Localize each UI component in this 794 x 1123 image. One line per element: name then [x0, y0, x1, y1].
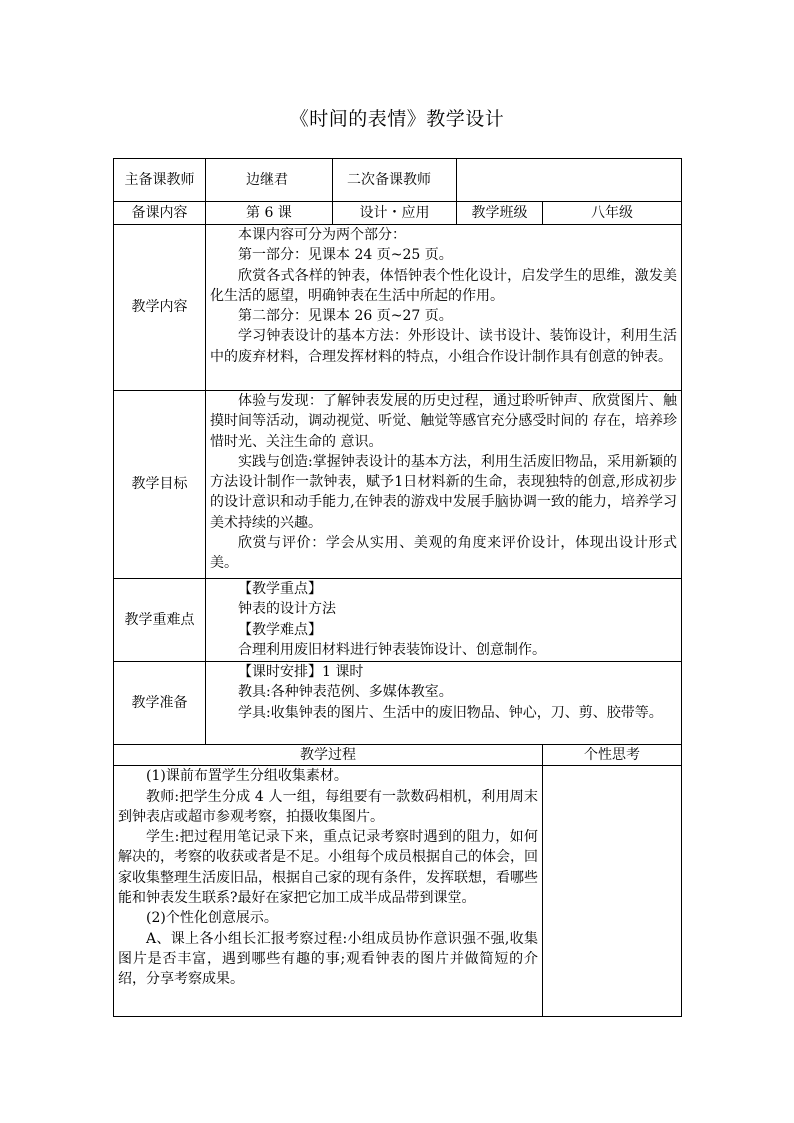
- goals-section-label: 教学目标: [114, 391, 206, 579]
- process-paragraph: 学生:把过程用笔记录下来，重点记录考察时遇到的阻力，如何解决的，考察的收获或者是不足。小组每个成员根据自己的体会，回家收集整理生活废旧品，根据自己家的现有条件，发挥联想，看哪些能和钟表发生联系?最好在家把它加工成半成品带到课堂。: [118, 829, 538, 907]
- second-teacher-label: 二次备课教师: [333, 159, 457, 202]
- section-keypoints-row: [114, 579, 682, 662]
- content-paragraph: 学习钟表设计的基本方法：外形设计、读书设计、装饰设计，利用生活中的废弃材料，合理发挥材料的特点，小组合作设计制作具有创意的钟表。: [210, 328, 677, 365]
- class-label: 教学班级: [457, 202, 543, 225]
- process-paragraph: 教师:把学生分成 4 人一组，每组要有一款数码相机，利用周末到钟表店或超市参观考察，拍摄收集图片。: [118, 788, 538, 825]
- keypoints-paragraph: 【教学重点】: [238, 581, 322, 597]
- header-row-content: [114, 202, 682, 225]
- preparation-paragraph: 教具:各种钟表范例、多媒体教室。: [238, 684, 453, 701]
- process-header-label: 教学过程: [114, 745, 543, 766]
- second-teacher-value: [457, 159, 682, 202]
- lesson-plan-table: [113, 158, 682, 1017]
- section-content-row: [114, 225, 682, 391]
- keypoints-paragraph: 合理利用废旧材料进行钟表装饰设计、创意制作。: [238, 641, 546, 658]
- section-preparation-row: [114, 662, 682, 745]
- process-paragraph: (1)课前布置学生分组收集素材。: [146, 768, 348, 785]
- content-section-body: [206, 225, 682, 391]
- content-paragraph: 第二部分：见课本 26 页~27 页。: [238, 308, 453, 325]
- content-paragraph: 本课内容可分为两个部分：: [238, 227, 406, 243]
- goals-paragraph: 体验与发现：了解钟表发展的历史过程，通过聆听钟声、欣赏图片、触摸时间等活动，调动视觉、听觉、触觉等感官充分感受时间的 存在，培养珍惜时光、关注生命的 意识。: [210, 393, 677, 450]
- keypoints-paragraph: 钟表的设计方法: [238, 601, 336, 618]
- class-value: 八年级: [543, 202, 682, 225]
- thinking-header-label: 个性思考: [543, 745, 682, 766]
- preparation-paragraph: 学具:收集钟表的图片、生活中的废旧物品、钟心，刀、剪、胶带等。: [238, 704, 663, 721]
- goals-section-body: [206, 391, 682, 579]
- lesson-value: 第 6 课: [206, 202, 333, 225]
- section-goals-row: [114, 391, 682, 579]
- process-paragraph: (2)个性化创意展示。: [146, 910, 278, 927]
- thinking-body: [543, 766, 682, 1017]
- content-section-label: 教学内容: [114, 225, 206, 391]
- content-paragraph: 欣赏各式各样的钟表，体悟钟表个性化设计，启发学生的思维，激发美化生活的愿望，明确钟表在生活中所起的作用。: [210, 267, 677, 304]
- keypoints-section-label: 教学重难点: [114, 579, 206, 662]
- goals-paragraph: 欣赏与评价：学会从实用、美观的角度来评价设计，体现出设计形式美。: [210, 535, 677, 572]
- process-body-row: [114, 766, 682, 1017]
- header-row-teachers: [114, 159, 682, 202]
- goals-paragraph: 实践与创造:掌握钟表设计的基本方法，利用生活废旧物品，采用新颖的方法设计制作一款钟表，赋予1日材料新的生命，表现独特的创意,形成初步的设计意识和动手能力,在钟表的游戏中发展手脑协调一致的能力，培养学习美术持续的兴趣。: [210, 453, 677, 531]
- content-label: 备课内容: [114, 202, 206, 225]
- process-header-row: [114, 745, 682, 766]
- keypoints-section-body: [206, 579, 682, 662]
- lead-teacher-label: 主备课教师: [114, 159, 206, 202]
- process-paragraph: A、课上各小组长汇报考察过程:小组成员协作意识强不强,收集图片是否丰富，遇到哪些有趣的事;观看钟表的图片并做简短的介绍，分享考察成果。: [118, 930, 538, 988]
- process-body: [114, 766, 543, 1017]
- lead-teacher-value: 边继君: [206, 159, 333, 202]
- preparation-paragraph: 【课时安排】1 课时: [238, 664, 364, 680]
- content-paragraph: 第一部分：见课本 24 页~25 页。: [238, 247, 453, 264]
- keypoints-paragraph: 【教学难点】: [238, 621, 322, 638]
- document-title: 《时间的表情》教学设计: [289, 108, 505, 130]
- category-value: 设计・应用: [333, 202, 457, 225]
- preparation-section-label: 教学准备: [114, 662, 206, 745]
- preparation-section-body: [206, 662, 682, 745]
